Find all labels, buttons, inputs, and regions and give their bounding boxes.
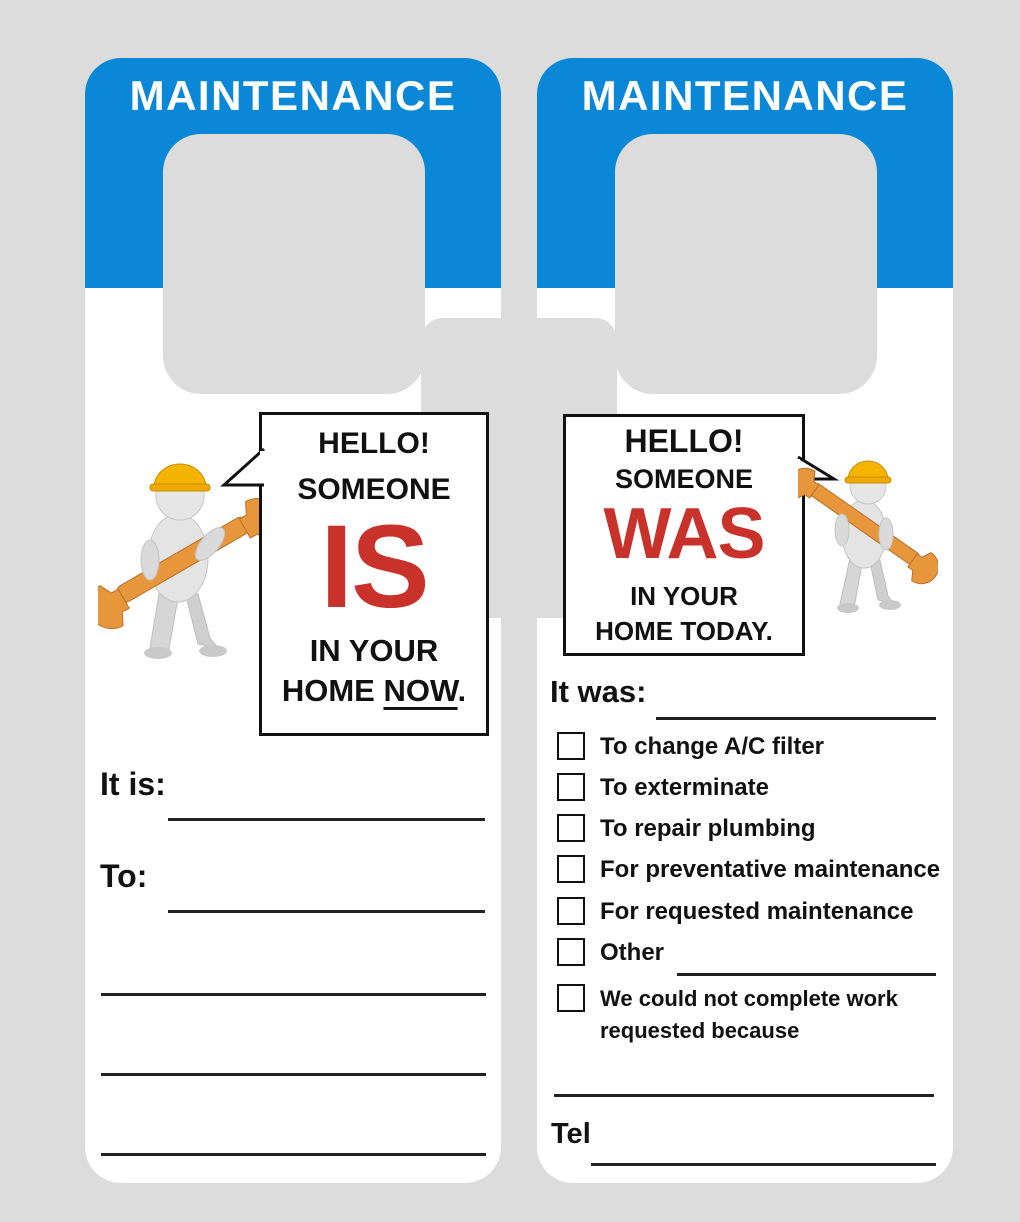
bubble-line4: HOME TODAY.	[595, 616, 773, 646]
other-line[interactable]	[677, 973, 936, 976]
bubble-big-word: WAS	[603, 494, 765, 574]
to-line[interactable]	[168, 910, 485, 913]
blank-line[interactable]	[554, 1094, 934, 1097]
speech-bubble	[259, 412, 489, 736]
checkbox-label: We could not complete work	[600, 986, 898, 1011]
bubble-line3: IN YOUR	[309, 633, 439, 668]
checkbox-icon[interactable]	[557, 732, 585, 760]
it-is-label: It is:	[100, 766, 166, 802]
hanger-title: MAINTENANCE	[129, 72, 457, 119]
bubble-someone: SOMEONE	[614, 464, 754, 494]
it-is-line[interactable]	[168, 818, 485, 821]
checkbox-icon[interactable]	[557, 773, 585, 801]
bubble-tail	[222, 445, 264, 491]
checkbox-icon[interactable]	[557, 897, 585, 925]
bubble-line4	[262, 673, 486, 709]
checkbox-icon[interactable]	[557, 814, 585, 842]
checkbox-icon[interactable]	[557, 984, 585, 1012]
hanger-hole	[615, 134, 877, 394]
checkbox-label: For preventative maintenance	[600, 856, 941, 883]
bubble-line4-suffix: .	[457, 673, 467, 708]
checkbox-label: For requested maintenance	[600, 898, 914, 925]
checkbox-label-line2: requested because	[600, 1018, 800, 1043]
blank-line[interactable]	[101, 993, 486, 996]
to-label: To:	[100, 858, 148, 894]
blank-line[interactable]	[101, 1153, 486, 1156]
checkbox-label: Other	[600, 939, 665, 966]
bubble-line4-underlined: NOW	[383, 673, 458, 708]
worker-with-wrench-icon	[798, 448, 938, 618]
it-was-line[interactable]	[656, 717, 936, 720]
hanger-hole	[163, 134, 425, 394]
bubble-line3: IN YOUR	[630, 581, 738, 611]
it-was-label: It was:	[550, 674, 647, 709]
checkbox-label: To change A/C filter	[600, 733, 825, 760]
checkbox-label: To repair plumbing	[600, 815, 816, 842]
tel-line[interactable]	[591, 1163, 936, 1166]
speech-bubble	[563, 414, 805, 656]
checkbox-label: To exterminate	[600, 774, 769, 801]
checkbox-icon[interactable]	[557, 855, 585, 883]
hanger-title: MAINTENANCE	[581, 72, 909, 119]
bubble-hello: HELLO!	[624, 423, 744, 459]
bubble-someone: SOMEONE	[297, 473, 451, 506]
bubble-line4-prefix: HOME	[281, 673, 384, 708]
bubble-big-word: IS	[320, 501, 428, 633]
bubble-hello: HELLO!	[318, 427, 430, 460]
blank-line[interactable]	[101, 1073, 486, 1076]
checkbox-icon[interactable]	[557, 938, 585, 966]
tel-label: Tel	[551, 1118, 591, 1150]
